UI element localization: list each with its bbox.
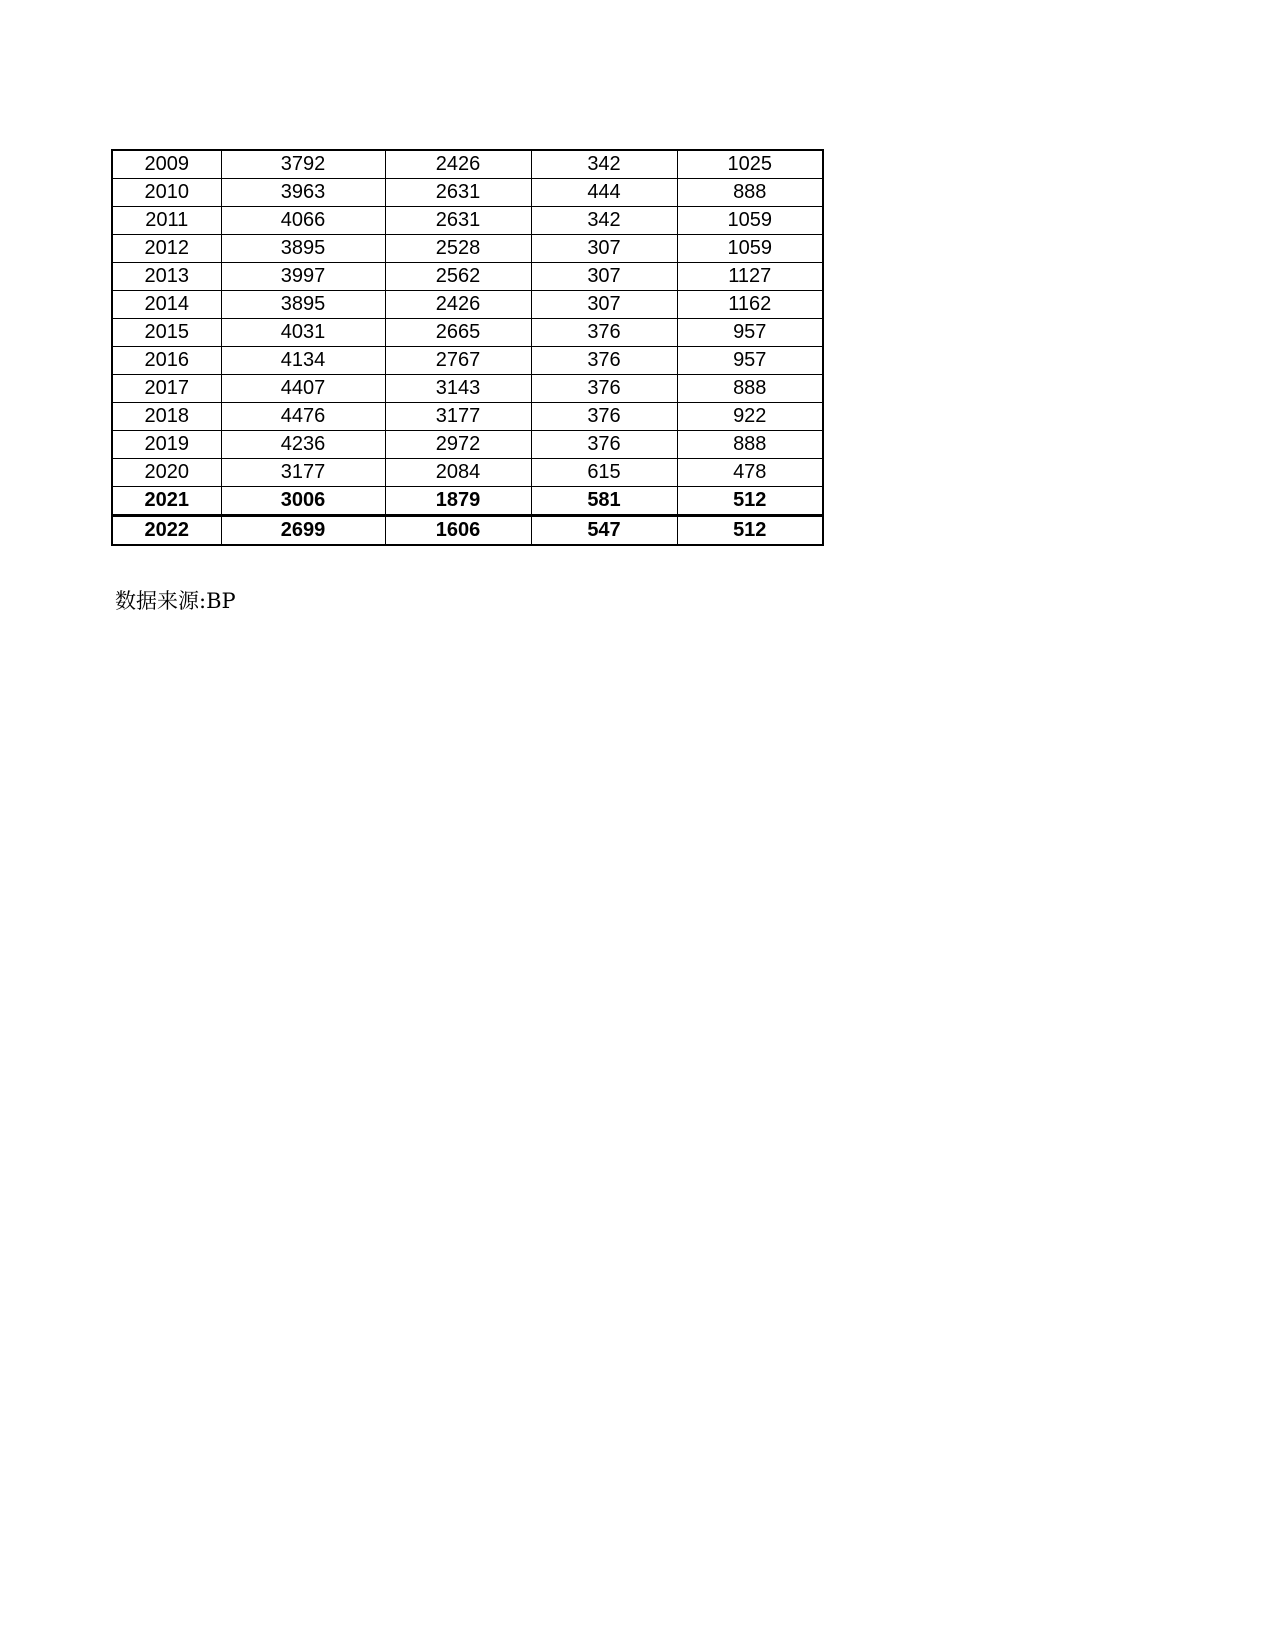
table-row [112,207,823,235]
value-cell: 1606 [385,516,531,546]
value-cell: 4407 [221,375,385,403]
value-cell: 3963 [221,179,385,207]
value-cell: 512 [677,487,823,516]
value-cell: 376 [531,319,677,347]
value-cell: 888 [677,375,823,403]
value-cell: 2528 [385,235,531,263]
value-cell: 2665 [385,319,531,347]
value-cell: 4066 [221,207,385,235]
value-cell: 2426 [385,291,531,319]
value-cell: 615 [531,459,677,487]
year-cell: 2011 [112,207,221,235]
data-table [111,149,824,546]
value-cell: 957 [677,319,823,347]
year-cell: 2010 [112,179,221,207]
year-cell: 2022 [112,516,221,546]
year-cell: 2021 [112,487,221,516]
value-cell: 2972 [385,431,531,459]
value-cell: 342 [531,207,677,235]
table-row [112,403,823,431]
value-cell: 478 [677,459,823,487]
value-cell: 4031 [221,319,385,347]
value-cell: 888 [677,431,823,459]
year-cell: 2014 [112,291,221,319]
value-cell: 444 [531,179,677,207]
value-cell: 922 [677,403,823,431]
source-note: 数据来源:BP [115,589,236,613]
table-row [112,487,823,516]
value-cell: 3177 [221,459,385,487]
value-cell: 1879 [385,487,531,516]
value-cell: 376 [531,431,677,459]
table-row [112,263,823,291]
year-cell: 2013 [112,263,221,291]
value-cell: 376 [531,375,677,403]
value-cell: 4236 [221,431,385,459]
table-row [112,347,823,375]
table-row [112,459,823,487]
value-cell: 376 [531,403,677,431]
year-cell: 2009 [112,150,221,179]
value-cell: 307 [531,291,677,319]
table-row [112,235,823,263]
table-row [112,516,823,546]
year-cell: 2018 [112,403,221,431]
table-body [112,150,823,545]
value-cell: 957 [677,347,823,375]
value-cell: 888 [677,179,823,207]
value-cell: 3143 [385,375,531,403]
value-cell: 512 [677,516,823,546]
year-cell: 2016 [112,347,221,375]
value-cell: 307 [531,235,677,263]
value-cell: 2562 [385,263,531,291]
year-cell: 2019 [112,431,221,459]
value-cell: 1059 [677,207,823,235]
value-cell: 2767 [385,347,531,375]
value-cell: 307 [531,263,677,291]
value-cell: 3006 [221,487,385,516]
value-cell: 2631 [385,179,531,207]
value-cell: 1025 [677,150,823,179]
value-cell: 2699 [221,516,385,546]
value-cell: 4134 [221,347,385,375]
value-cell: 581 [531,487,677,516]
value-cell: 1127 [677,263,823,291]
value-cell: 3895 [221,291,385,319]
table-row [112,179,823,207]
value-cell: 2084 [385,459,531,487]
value-cell: 342 [531,150,677,179]
value-cell: 3997 [221,263,385,291]
value-cell: 3895 [221,235,385,263]
value-cell: 376 [531,347,677,375]
table-row [112,291,823,319]
value-cell: 1059 [677,235,823,263]
value-cell: 2631 [385,207,531,235]
value-cell: 3177 [385,403,531,431]
year-cell: 2017 [112,375,221,403]
value-cell: 1162 [677,291,823,319]
table-row [112,375,823,403]
value-cell: 2426 [385,150,531,179]
table-row [112,150,823,179]
value-cell: 3792 [221,150,385,179]
table-row [112,431,823,459]
year-cell: 2012 [112,235,221,263]
value-cell: 4476 [221,403,385,431]
year-cell: 2020 [112,459,221,487]
year-cell: 2015 [112,319,221,347]
value-cell: 547 [531,516,677,546]
table-row [112,319,823,347]
